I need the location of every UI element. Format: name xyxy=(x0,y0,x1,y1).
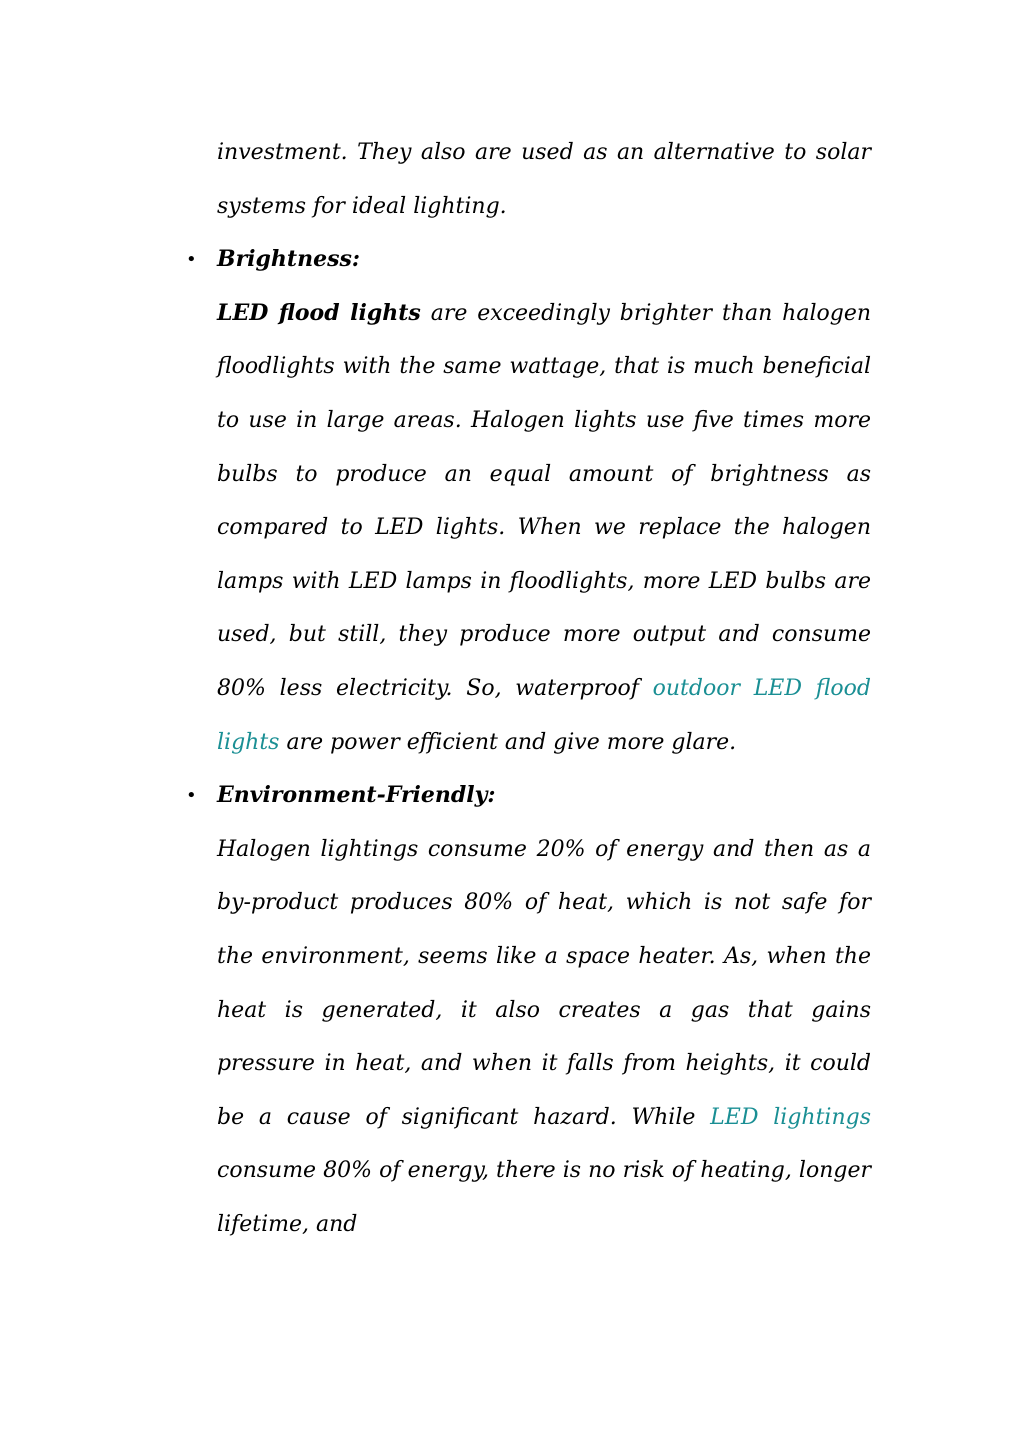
intro-text: investment. They also are used as an alternative to solar systems for ideal lighting. xyxy=(217,140,871,219)
bullet-brightness xyxy=(186,233,871,287)
brightness-text-part-2: are power efficient and give more glare. xyxy=(279,729,737,755)
led-flood-lights-bold: LED flood lights xyxy=(217,299,421,326)
brightness-heading: Brightness: xyxy=(217,246,360,273)
environment-text-part-1: Halogen lightings consume 20% of energy and then as a by-product produces 80% of heat, which is not safe for the environment, seems like a space heater. As, when the heat is generated, it also creates a gas that gains pressure in heat, and when it falls from heights, it could be a cause of significant hazard. While xyxy=(217,836,871,1130)
environment-heading: Environment-Friendly: xyxy=(217,782,496,809)
bullet-icon: • xyxy=(186,785,197,807)
brightness-paragraph xyxy=(217,287,871,769)
text-column xyxy=(186,126,872,1251)
environment-text-part-2: consume 80% of energy, there is no risk of heating, longer lifetime, and xyxy=(217,1158,871,1237)
led-lightings-link[interactable]: LED lightings xyxy=(710,1104,872,1130)
brightness-text-part-1: are exceedingly brighter than halogen floodlights with the same wattage, that is much beneficial to use in large areas. Halogen lights use five times more bulbs to produce an equal amount of brightness as compared to LED lights. When we replace the halogen lamps with LED lamps in floodlights, more LED bulbs are used, but still, they produce more output and consume 80% less electricity. So, waterproof xyxy=(217,300,872,701)
outdoor-led-flood-lights-link[interactable]: outdoor LED flood lights xyxy=(217,675,871,755)
intro-paragraph xyxy=(217,126,871,233)
bullet-icon: • xyxy=(186,249,197,271)
bullet-environment xyxy=(186,769,871,823)
environment-paragraph xyxy=(217,823,871,1252)
